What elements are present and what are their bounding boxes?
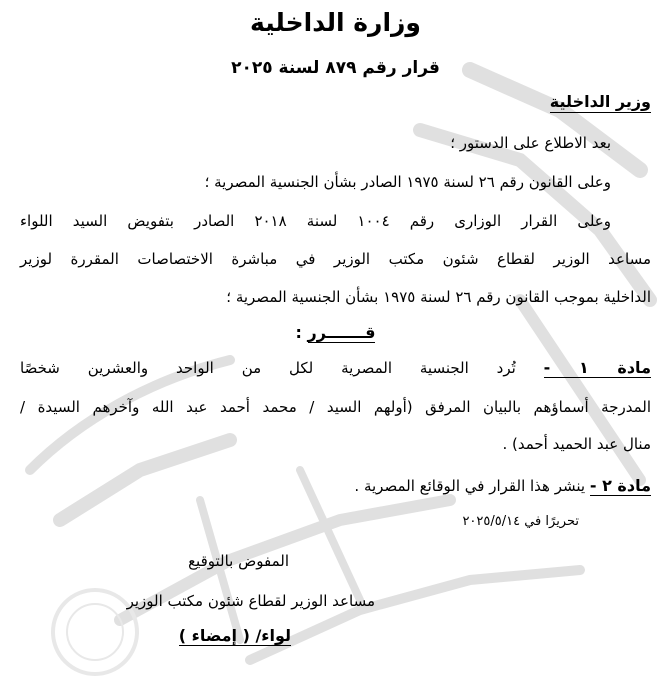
issue-date: تحريرًا في ٢٠٢٥/٥/١٤ (462, 514, 579, 529)
decides-word: قـــــــرر (307, 323, 376, 342)
article-1-text-1: تُرد الجنسية المصرية لكل من الواحد والعشرين شخصًا (20, 359, 516, 377)
preamble-line-1: بعد الاطلاع على الدستور ؛ (450, 134, 611, 152)
article-1-label: مادة ١ - (543, 358, 651, 377)
signature-authorized: المفوض بالتوقيع (188, 552, 289, 570)
decides-colon: : (295, 323, 302, 342)
decree-number: قرار رقم ٨٧٩ لسنة ٢٠٢٥ (231, 58, 440, 78)
ministry-title: وزارة الداخلية (250, 8, 421, 37)
article-2-label: مادة ٢ - (589, 476, 651, 495)
signature-signed (179, 626, 291, 645)
article-1-line-3: منال عبد الحميد أحمد) . (502, 435, 651, 453)
preamble-line-3: وعلى القرار الوزارى رقم ١٠٠٤ لسنة ٢٠١٨ الصادر بتفويض السيد اللواء (20, 212, 612, 230)
preamble-line-5: الداخلية بموجب القانون رقم ٢٦ لسنة ١٩٧٥ بشأن الجنسية المصرية ؛ (226, 288, 651, 306)
decides-heading (0, 323, 671, 342)
preamble-line-2: وعلى القانون رقم ٢٦ لسنة ١٩٧٥ الصادر بشأن الجنسية المصرية ؛ (204, 173, 611, 191)
preamble-line-4: مساعد الوزير لقطاع شئون مكتب الوزير في مباشرة الاختصاصات المقررة لوزير (20, 250, 651, 268)
minister-heading: وزير الداخلية (549, 92, 651, 111)
signature-title: مساعد الوزير لقطاع شئون مكتب الوزير (126, 592, 375, 610)
article-1-line-2: المدرجة أسماؤهم بالبيان المرفق (أولهم السيد / محمد أحمد عبد الله وآخرهم السيدة / (20, 398, 651, 416)
article-2-line (354, 476, 651, 495)
article-1-line-1 (20, 358, 651, 377)
signature-rank: لواء/ ( إمضاء ) (178, 626, 291, 645)
article-2-text: ينشر هذا القرار في الوقائع المصرية . (354, 477, 586, 495)
